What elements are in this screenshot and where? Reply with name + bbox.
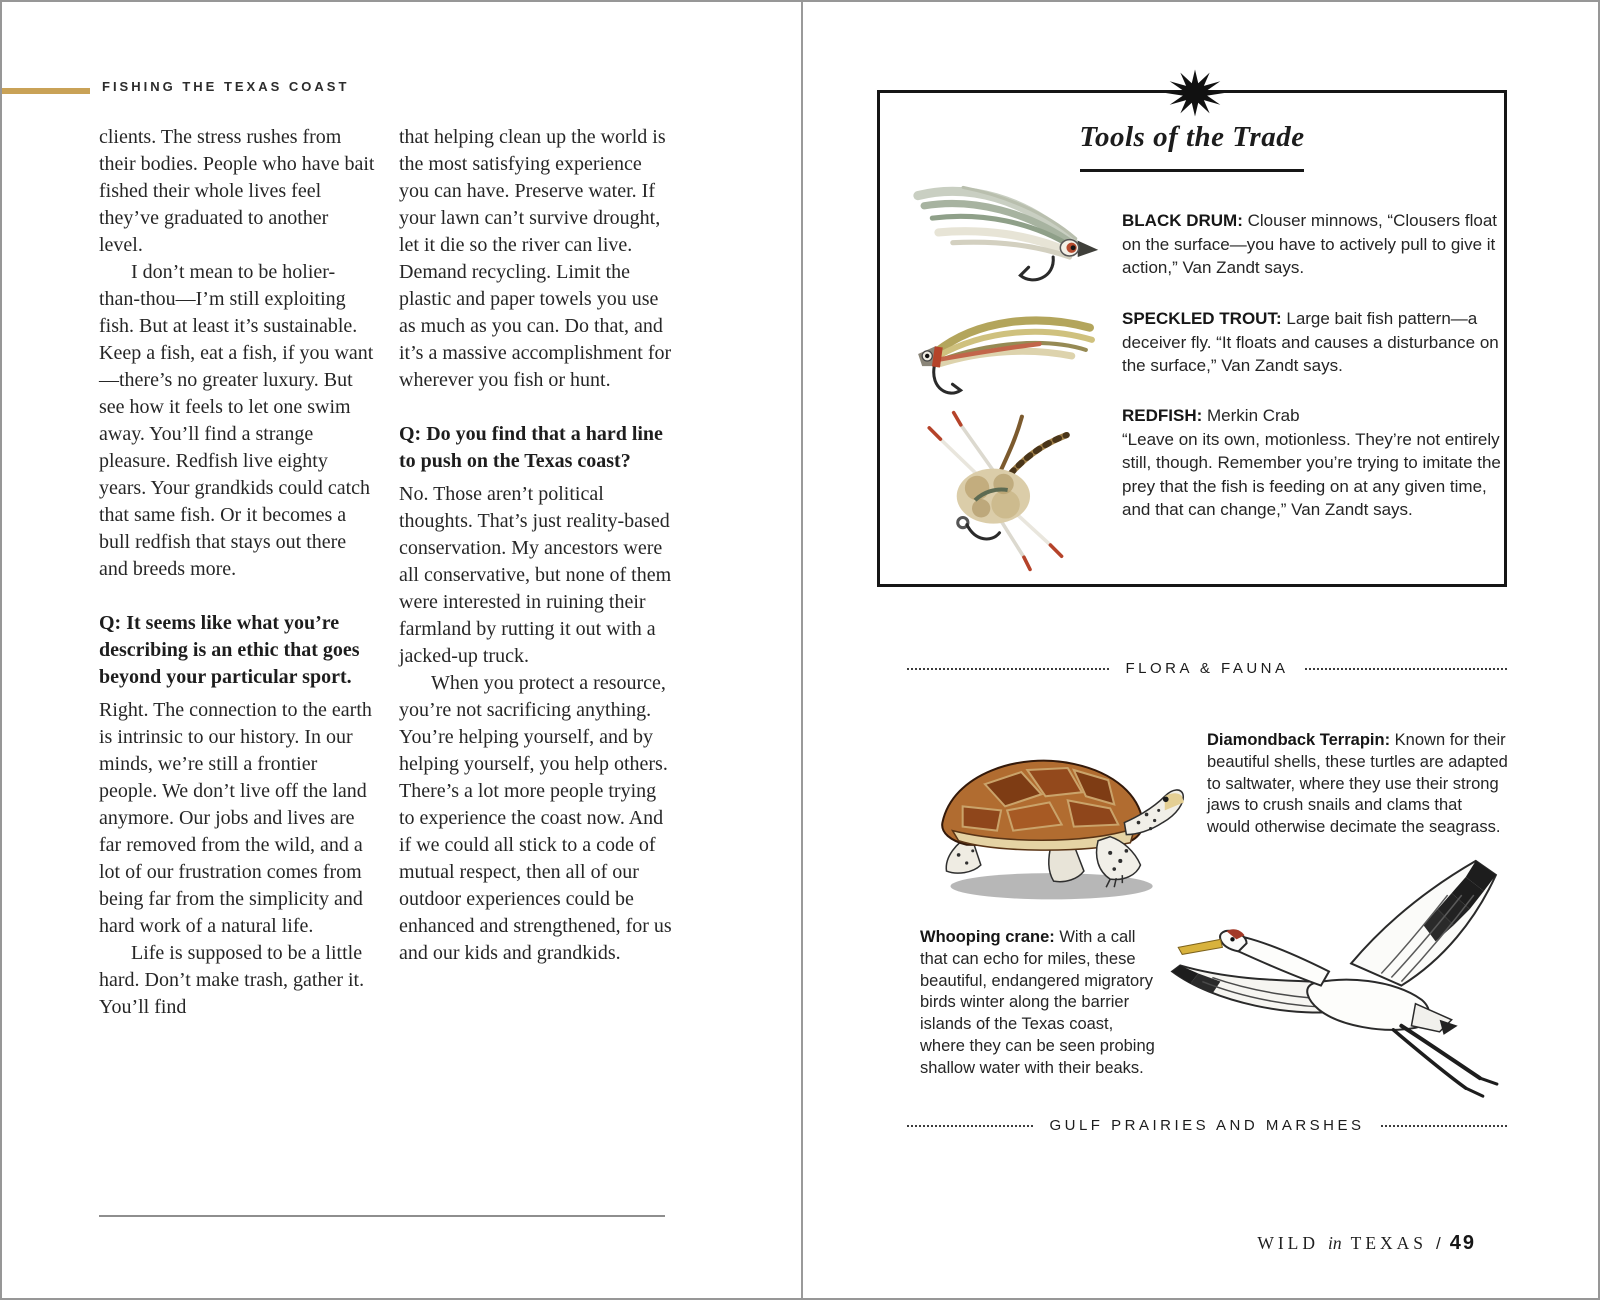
divider-label: GULF PRAIRIES AND MARSHES: [1049, 1117, 1365, 1134]
tool-entry-redfish: [1122, 404, 1502, 522]
crane-label: Whooping crane:: [920, 928, 1055, 946]
gulf-prairies-divider: [907, 1117, 1507, 1134]
bottom-rule: [99, 1215, 665, 1217]
kicker-accent-bar: [2, 88, 90, 94]
page-number: 49: [1449, 1232, 1476, 1254]
article-paragraph: No. Those aren’t political thoughts. That’s just reality-based conservation. My ancestors were all conservative, but none of them were interested in ruining their farmland by rutting it out with a jacked-up truck.: [399, 483, 672, 667]
tool-label: REDFISH:: [1122, 406, 1203, 425]
tools-of-the-trade-box: [877, 90, 1507, 587]
crane-description: With a call that can echo for miles, these beautiful, endangered migratory birds winter along the barrier islands of the Texas coast, where they can be seen probing shallow water with their beaks.: [920, 928, 1155, 1077]
dotted-rule: [1381, 1125, 1507, 1127]
tool-description: Clouser minnows, “Clousers float on the surface—you have to actively pull to give it action,” Van Zandt says.: [1122, 211, 1498, 277]
tool-description: Merkin Crab: [1207, 406, 1300, 425]
article-column-2: [399, 124, 675, 967]
page-gutter-divider: [801, 2, 803, 1300]
tools-box-title: Tools of the Trade: [1079, 121, 1305, 153]
deceiver-fly-illustration: [906, 303, 1098, 415]
tool-label: BLACK DRUM:: [1122, 211, 1243, 230]
flora-fauna-divider: [907, 660, 1507, 677]
article-paragraph: I don’t mean to be holier-than-thou—I’m still exploiting fish. But at least it’s sustainable. Keep a fish, eat a fish, if you want—there’s no greater luxury. But see how it feels to let one swim away. You’ll find a strange pleasure. Redfish live eighty years. Your grandkids could catch that same fish. Or it becomes a bull redfish that stays out there and breeds more.: [99, 261, 374, 580]
article-paragraph: Life is supposed to be a little hard. Don’t make trash, gather it. You’ll find: [99, 942, 365, 1018]
tool-entry-black-drum: [1122, 209, 1502, 280]
section-kicker: FISHING THE TEXAS COAST: [102, 79, 350, 94]
divider-label: FLORA & FAUNA: [1125, 660, 1289, 677]
tool-label: SPECKLED TROUT:: [1122, 309, 1282, 328]
terrapin-label: Diamondback Terrapin:: [1207, 731, 1391, 749]
article-paragraph: clients. The stress rushes from their bodies. People who have bait fished their whole lives feel they’ve graduated to another level.: [99, 126, 375, 256]
whooping-crane-illustration: [1142, 832, 1514, 1110]
question-heading: Q: Do you find that a hard line to push on the Texas coast?: [399, 423, 663, 472]
footer-wild: WILD: [1257, 1233, 1319, 1253]
tool-quote: “Leave on its own, motionless. They’re not entirely still, though. Remember you’re trying to imitate the prey that the fish is feeding on at any given time, and that can change,” Van Zandt says.: [1122, 429, 1501, 519]
question-heading: Q: It seems like what you’re describing is an ethic that goes beyond your particular sport.: [99, 612, 360, 688]
footer-texas: TEXAS: [1350, 1233, 1428, 1253]
dotted-rule: [907, 668, 1109, 670]
terrapin-description: Known for their beautiful shells, these turtles are adapted to saltwater, where they use their strong jaws to crush snails and clams that would otherwise decimate the seagrass.: [1207, 731, 1508, 837]
crane-caption: [920, 927, 1162, 1080]
dotted-rule: [1305, 668, 1507, 670]
article-column-1: [99, 124, 375, 1021]
dotted-rule: [907, 1125, 1033, 1127]
page-footer: [1257, 1232, 1476, 1255]
starburst-icon: [1163, 65, 1227, 121]
footer-slash: /: [1436, 1234, 1441, 1253]
tool-description: Large bait fish pattern—a deceiver fly. “It floats and causes a disturbance on the surface,” Van Zandt says.: [1122, 309, 1499, 375]
article-paragraph: that helping clean up the world is the most satisfying experience you can have. Preserve water. If your lawn can’t survive drought, let it die so the river can live. Demand recycling. Limit the plastic and paper towels you use as much as you can. Do that, and it’s a massive accomplishment for wherever you fish or hunt.: [399, 126, 672, 391]
tool-entry-speckled-trout: [1122, 307, 1502, 378]
clouser-minnow-illustration: [900, 171, 1108, 299]
merkin-crab-illustration: [916, 401, 1084, 577]
article-paragraph: When you protect a resource, you’re not sacrificing anything. You’re helping yourself, and by helping yourself, you help others. There’s a lot more people trying to experience the coast now. And if we could all stick to a code of mutual respect, then all of our outdoor experiences could be enhanced and strengthened, for us and our kids and grandkids.: [399, 672, 672, 964]
article-paragraph: Right. The connection to the earth is intrinsic to our history. In our minds, we’re still a frontier people. We don’t live off the land anymore. Our jobs and lives are far removed from the wild, and a lot of our frustration comes from being far from the simplicity and hard work of a natural life.: [99, 699, 372, 937]
footer-in: in: [1328, 1233, 1342, 1253]
terrapin-caption: [1207, 730, 1509, 839]
title-underline: [1080, 169, 1304, 172]
